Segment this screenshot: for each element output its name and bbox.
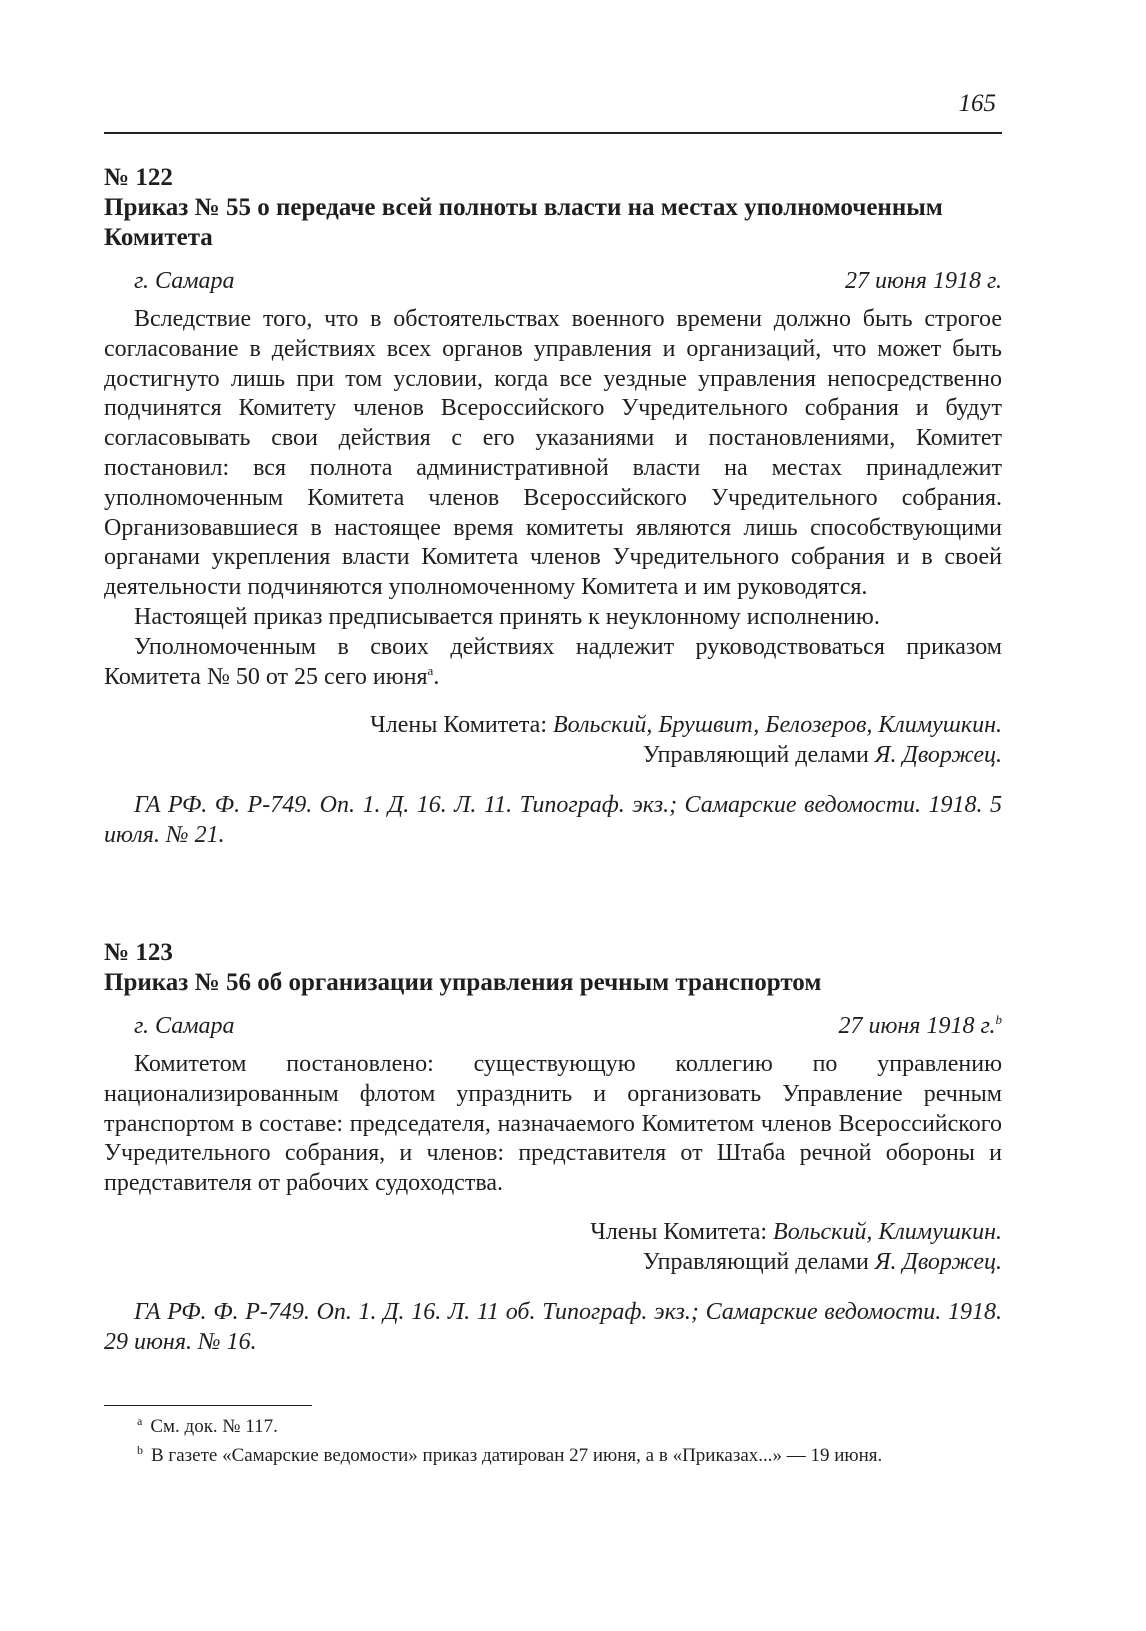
date: 27 июня 1918 г. bbox=[844, 268, 1002, 294]
paragraph-text: Уполномоченным в своих действиях надлежит руководствоваться приказом Комитета № 50 от 25 сего июня bbox=[104, 633, 1002, 690]
archival-source: ГА РФ. Ф. Р-749. Оп. 1. Д. 16. Л. 11 об. Типограф. экз.; Самарские ведомости. 1918. 29 июня. № 16. bbox=[104, 1298, 1002, 1355]
footnote-ref: b bbox=[995, 1012, 1002, 1027]
paragraph: Вследствие того, что в обстоятельствах военного времени должно быть строгое согласование в действиях всех органов управления и организаций, что может быть достигнуто лишь при том условии, когда все уездные управления непосредственно подчинятся Комитету членов Всероссийского Учредительного собрания и будут согласовывать свои действия с его указаниями и постановлениями, Комитет постановил: вся полнота административной власти на местах принадлежит уполномоченным Комитета членов Всероссийского Учредительного собрания. Организовавшиеся в настоящее время комитеты являются лишь способствующими органами укрепления власти Комитета членов Учредительного собрания и в своей деятельности подчиняются уполномоченному Комитета и им руководятся. bbox=[104, 306, 1002, 601]
date-text: 27 июня 1918 г. bbox=[838, 1013, 996, 1039]
footnote-rule bbox=[104, 1405, 312, 1406]
signature-label: Управляющий делами bbox=[642, 742, 875, 769]
signature-members bbox=[104, 710, 1002, 740]
signature-names: Вольский, Климушкин. bbox=[773, 1218, 1002, 1245]
signature-names: Я. Дворжец. bbox=[874, 742, 1002, 769]
footnote-ref: a bbox=[427, 662, 434, 678]
archival-source: ГА РФ. Ф. Р-749. Оп. 1. Д. 16. Л. 11. Типограф. экз.; Самарские ведомости. 1918. 5 июля. № 21. bbox=[104, 792, 1002, 849]
footnote bbox=[104, 1444, 1035, 1468]
place-date-line bbox=[104, 1011, 1002, 1041]
place: г. Самара bbox=[134, 268, 235, 294]
place-date-line bbox=[104, 266, 1002, 296]
footnote-text: См. док. № 117. bbox=[150, 1416, 278, 1437]
footnote-text: В газете «Самарские ведомости» приказ датирован 27 июня, а в «Приказах...» — 19 июня. bbox=[151, 1445, 883, 1466]
signature-label: Члены Комитета: bbox=[370, 712, 553, 739]
signature-names: Вольский, Брушвит, Белозеров, Климушкин. bbox=[553, 712, 1002, 739]
signature-manager bbox=[104, 740, 1002, 770]
header-rule bbox=[104, 132, 1002, 134]
signature-label: Управляющий делами bbox=[642, 1248, 875, 1275]
doc-title-line: Комитета bbox=[104, 224, 213, 251]
paragraph: Уполномоченным в своих действиях надлежит руководствоваться приказом Комитета № 50 от 25 сего июня$^a$. bbox=[104, 633, 1002, 690]
signature-manager bbox=[104, 1247, 1002, 1277]
footnote bbox=[104, 1415, 1035, 1439]
doc-title: Приказ № 56 об организации управления речным транспортом bbox=[104, 969, 822, 996]
place: г. Самара bbox=[134, 1013, 235, 1039]
doc-title bbox=[104, 193, 1002, 253]
doc-number: № 122 bbox=[104, 164, 173, 191]
signature-names: Я. Дворжец. bbox=[874, 1248, 1002, 1275]
page-number: 165 bbox=[958, 90, 996, 117]
document-122 bbox=[104, 163, 1002, 850]
doc-title-line: Приказ № 55 о передаче всей полноты власти на местах уполномоченным bbox=[104, 194, 943, 221]
footnote-mark: a bbox=[137, 1413, 143, 1428]
paragraph: Комитетом постановлено: существующую коллегию по управлению национализированным флотом упразднить и организовать Управление речным транспортом в составе: председателя, назначаемого Комитетом членов Всероссийского Учредительного собрания, и членов: представителя от Штаба речной обороны и представителя от рабочих судоходства. bbox=[104, 1051, 1002, 1197]
document-123 bbox=[104, 938, 1002, 1357]
signature-label: Члены Комитета: bbox=[590, 1218, 774, 1245]
doc-number: № 123 bbox=[104, 939, 173, 966]
paragraph: Настоящей приказ предписывается принять к неуклонному исполнению. bbox=[134, 603, 880, 630]
footnote-mark: b bbox=[137, 1442, 143, 1457]
signature-members bbox=[104, 1217, 1002, 1247]
date bbox=[838, 1011, 1002, 1041]
